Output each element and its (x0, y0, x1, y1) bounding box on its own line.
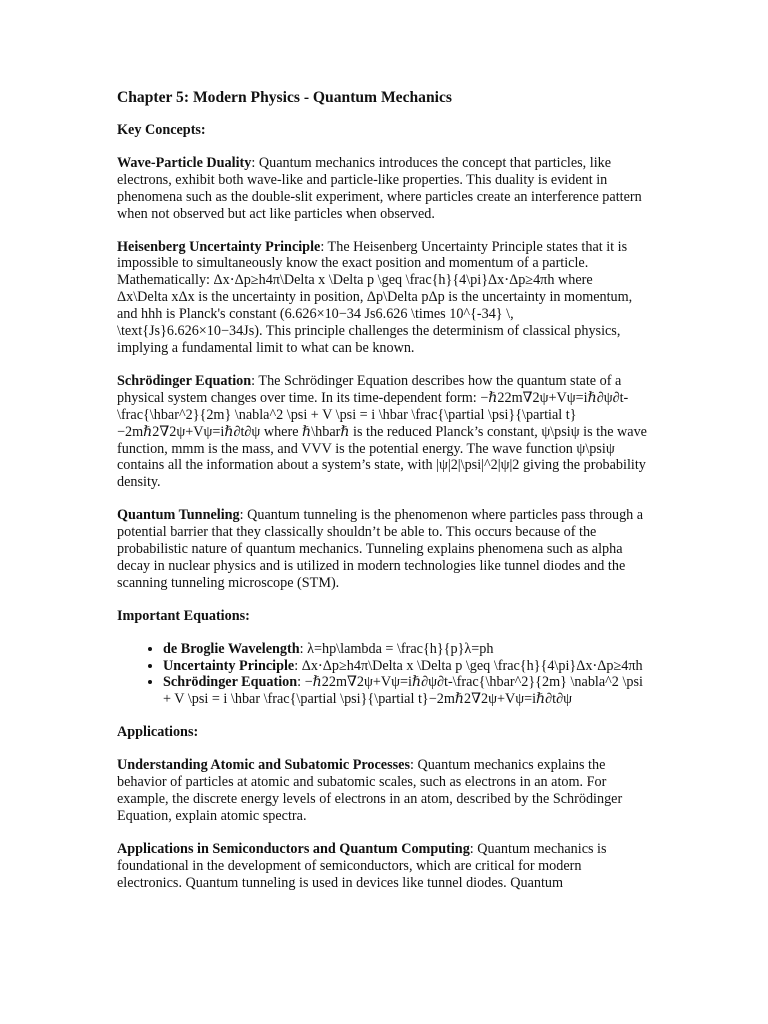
concept-paragraph-tunneling (117, 507, 647, 592)
equation-term: Uncertainty Principle (163, 657, 295, 674)
concept-term: Heisenberg Uncertainty Principle (117, 238, 321, 255)
concept-term: Schrödinger Equation (117, 372, 252, 389)
key-concepts-heading: Key Concepts: (117, 122, 206, 138)
concept-paragraph-heisenberg (117, 239, 647, 357)
concept-term: Quantum Tunneling (117, 507, 240, 524)
concept-text: : The Schrödinger Equation describes how the quantum state of a physical system changes over time. In its time-dependent form: −ℏ22m∇2ψ+Vψ=iℏ∂ψ∂t-\frac{\hbar^2}{2m} \nabla^2 \psi + V \psi = i \hbar \frac{\partial \psi}{\partial t}−2mℏ2∇2ψ+Vψ=iℏ∂t∂ψ where ℏ\hbarℏ is the reduced Planck’s constant, ψ\psiψ is the wave function, mmm is the mass, and VVV is the potential energy. The wave function ψ\psiψ contains all the information about a system’s state, with |ψ|2|\psi|^2|ψ|2 giving the probability density. (117, 372, 647, 491)
application-text: : Quantum mechanics explains the behavior of particles at atomic and subatomic scales, such as electrons in an atom. For example, the discrete energy levels of electrons in an atom, described by the Schrödinger Equation, explain atomic spectra. (117, 757, 623, 824)
equation-term: Schrödinger Equation (163, 674, 298, 691)
equation-item-uncertainty (163, 658, 647, 675)
equation-text: : −ℏ22m∇2ψ+Vψ=iℏ∂ψ∂t-\frac{\hbar^2}{2m} \nabla^2 \psi + V \psi = i \hbar \frac{\partial \psi}{\partial t}−2mℏ2∇2ψ+Vψ=iℏ∂t∂ψ (163, 674, 643, 708)
application-term: Understanding Atomic and Subatomic Processes (117, 757, 410, 774)
application-text: : Quantum mechanics is foundational in the development of semiconductors, which are critical for modern electronics. Quantum tunneling is used in devices like tunnel diodes. Quantum (117, 840, 607, 891)
equation-text: : Δx⋅Δp≥h4π\Delta x \Delta p \geq \frac{h}{4\pi}Δx⋅Δp≥4πh (294, 657, 643, 674)
application-term: Applications in Semiconductors and Quantum Computing (117, 840, 470, 857)
concept-text: : Quantum tunneling is the phenomenon where particles pass through a potential barrier that they classically shouldn’t be able to. This occurs because of the probabilistic nature of quantum mechanics. Tunneling explains phenomena such as alpha decay in nuclear physics and is utilized in modern technologies like tunnel diodes and the scanning tunneling microscope (STM). (117, 507, 644, 591)
concept-paragraph-schrodinger (117, 373, 647, 491)
application-paragraph-semiconductors (117, 841, 647, 892)
equation-item-schrodinger (163, 674, 647, 708)
equation-item-de-broglie (163, 641, 647, 658)
equation-text: : λ=hp\lambda = \frac{h}{p}λ=ph (299, 640, 494, 657)
concept-text: : The Heisenberg Uncertainty Principle states that it is impossible to simultaneously know the exact position and momentum of a particle. Mathematically: Δx⋅Δp≥h4π\Delta x \Delta p \geq \frac{h}{4\pi}Δx⋅Δp≥4πh where Δx\Delta xΔx is the uncertainty in position, Δp\Delta pΔp is the uncertainty in momentum, and hhh is Planck's constant (6.626×10−34 Js6.626 \times 10^{-34} \, \text{Js}6.626×10−34Js). This principle challenges the determinism of classical physics, implying a fundamental limit to what can be known. (117, 238, 633, 356)
chapter-title: Chapter 5: Modern Physics - Quantum Mechanics (117, 89, 452, 106)
concept-text: : Quantum mechanics introduces the concept that particles, like electrons, exhibit both wave-like and particle-like properties. This duality is evident in phenomena such as the double-slit experiment, where particles create an interference pattern when not observed but act like particles when observed. (117, 154, 642, 222)
concept-term: Wave-Particle Duality (117, 154, 252, 171)
document-page (117, 88, 647, 908)
concept-paragraph-wave-particle-duality (117, 155, 647, 223)
equations-list (117, 641, 647, 709)
important-equations-heading: Important Equations: (117, 607, 250, 624)
equation-term: de Broglie Wavelength (163, 640, 300, 657)
application-paragraph-atomic (117, 757, 647, 825)
applications-heading: Applications: (117, 724, 199, 741)
